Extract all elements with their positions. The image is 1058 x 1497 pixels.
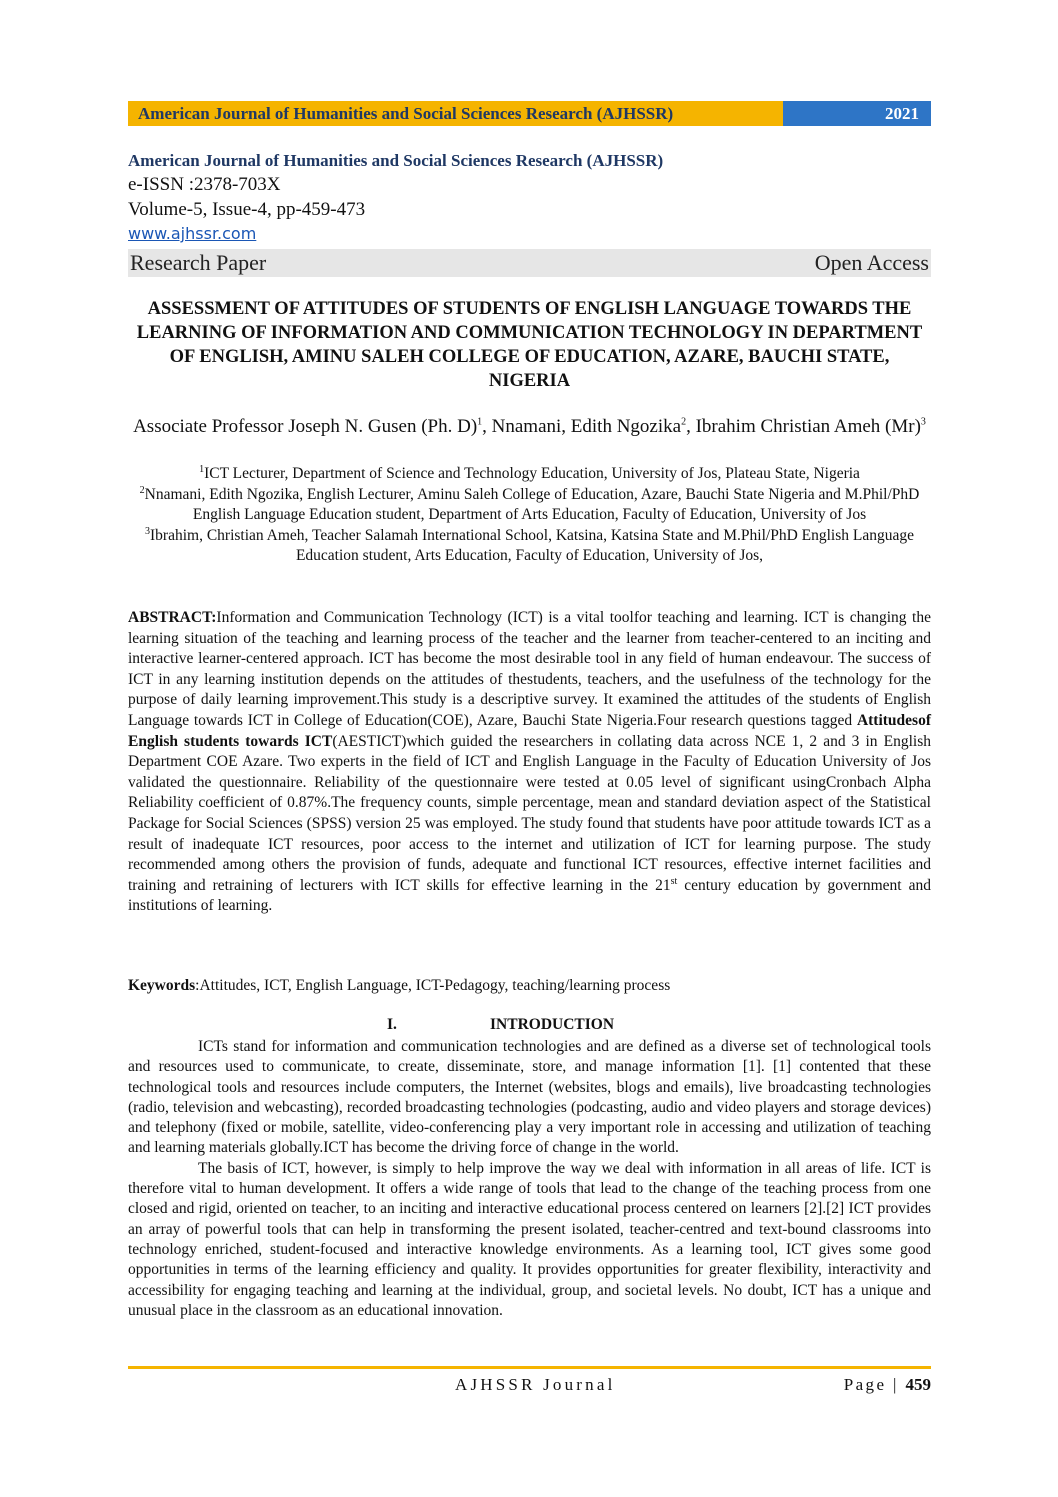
journal-issn: e-ISSN :2378-703X <box>128 174 281 195</box>
journal-volume: Volume-5, Issue-4, pp-459-473 <box>128 199 366 220</box>
author-separator: , <box>482 416 492 437</box>
journal-title: American Journal of Humanities and Social Sciences Research (AJHSSR) <box>128 151 664 170</box>
author-sup: 2 <box>681 416 687 428</box>
affiliation <box>128 526 931 567</box>
abstract-text-1: Information and Communication Technology (ICT) is a vital toolfor teaching and learning. ICT is changing the learning situation of the teaching and learning process of the teacher and the learner from teacher-centered to an inciting and interactive learner-centered approach. ICT has become the most desirable tool in any field of human endeavour. The success of ICT in any learning institution depends on the attitudes of thestudents, teachers, and the usefulness of the technology for the purpose of daily learning improvement.This study is a descriptive survey. It examined the attitudes of the students of English Language towards ICT in College of Education(COE), Azare, Bauchi State Nigeria.Four research questions tagged <box>128 609 931 729</box>
section-number: I. <box>387 1016 397 1033</box>
author-sup: 1 <box>477 416 483 428</box>
running-header-journal: American Journal of Humanities and Social Sciences Research (AJHSSR) <box>128 101 783 126</box>
introduction-body <box>128 1037 931 1321</box>
paper-type: Research Paper <box>130 250 267 275</box>
keywords <box>128 976 931 996</box>
abstract-sup: st <box>670 875 678 887</box>
paper-type-bar <box>128 249 931 277</box>
footer-page <box>844 1375 931 1395</box>
access-type: Open Access <box>814 250 929 275</box>
footer-journal: AJHSSR Journal <box>455 1375 616 1394</box>
abstract-text-3: century education by government and institutions of learning. <box>128 876 931 915</box>
affiliation-sup: 3 <box>145 525 150 537</box>
affiliation-list <box>128 464 931 567</box>
abstract-bold-term: Attitudesof English students towards ICT <box>128 711 931 750</box>
running-header <box>128 101 931 126</box>
affiliation-text: Nnamani, Edith Ngozika, English Lecturer, Aminu Saleh College of Education, Azare, Bauchi State Nigeria and M.Phil/PhD English Language Education student, Department of Arts Education, Faculty of Education, University of Jos <box>144 485 920 524</box>
footer-page-number: 459 <box>905 1375 931 1394</box>
abstract-label: ABSTRACT: <box>128 609 217 626</box>
affiliation <box>128 464 931 485</box>
author-name: Ibrahim Christian Ameh (Mr) <box>695 416 921 437</box>
affiliation <box>128 485 931 526</box>
journal-url-link[interactable]: www.ajhssr.com <box>128 224 257 243</box>
intro-paragraph: ICTs stand for information and communication technologies and are defined as a diverse set of technological tools and resources used to communicate, to create, disseminate, store, and manage information [1]. [1] contented that these technological tools and resources include computers, the Internet (websites, blogs and emails), live broadcasting technologies (radio, television and webcasting), recorded broadcasting technologies (podcasting, audio and video players and storage devices) and telephony (fixed or mobile, satellite, video-conferencing play a very important role in accessing and utilization of teaching and learning materials globally.ICT has become the driving force of change in the world. <box>128 1038 931 1157</box>
author-list <box>128 415 931 439</box>
author-separator: , <box>686 416 696 437</box>
affiliation-text: Ibrahim, Christian Ameh, Teacher Salamah International School, Katsina, Katsina State and M.Phil/PhD English Language Education student, Arts Education, Faculty of Education, University of Jos, <box>150 526 914 565</box>
keywords-text: :Attitudes, ICT, English Language, ICT-Pedagogy, teaching/learning process <box>195 977 671 994</box>
footer-rule <box>128 1366 931 1369</box>
affiliation-sup: 2 <box>139 484 145 496</box>
article-title: ASSESSMENT OF ATTITUDES OF STUDENTS OF ENGLISH LANGUAGE TOWARDS THE LEARNING OF INFORMATION AND COMMUNICATION TECHNOLOGY IN DEPARTMENT OF ENGLISH, AMINU SALEH COLLEGE OF EDUCATION, AZARE, BAUCHI STATE, NIGERIA <box>136 299 923 391</box>
author-sup: 3 <box>920 416 926 428</box>
affiliation-sup: 1 <box>199 463 205 475</box>
abstract-text-2: (AESTICT)which guided the researchers in collating data across NCE 1, 2 and 3 in English Department COE Azare. Two experts in the field of ICT and English Language in the Faculty of Education University of Jos validated the questionnaire. Reliability of the questionnaire were tested at 0.05 level of significant usingCronbach Alpha Reliability coefficient of 0.87%.The frequency counts, simple percentage, mean and standard deviation aspect of the Statistical Package for Social Sciences (SPSS) version 25 was employed. The study found that students have poor attitude towards ICT as a result of inadequate ICT resources, poor access to the internet and utilization of ICT for learning purpose. The study recommended among others the provision of funds, adequate and functional ICT resources, effective internet facilities and training and retraining of lecturers with ICT skills for effective learning in the 21 <box>128 732 931 894</box>
section-title: INTRODUCTION <box>490 1016 615 1033</box>
author-name: Associate Professor Joseph N. Gusen (Ph. D) <box>133 416 478 437</box>
author-name: Nnamani, Edith Ngozika <box>491 416 682 437</box>
affiliation-text: ICT Lecturer, Department of Science and Technology Education, University of Jos, Plateau State, Nigeria <box>204 465 860 482</box>
keywords-label: Keywords <box>128 977 196 994</box>
running-header-year: 2021 <box>783 101 931 126</box>
intro-paragraph: The basis of ICT, however, is simply to help improve the way we deal with information in all areas of life. ICT is therefore vital to human development. It offers a wide range of tools that lead to the change of the teaching process from one closed and rigid, oriented on teacher, to an inciting and interactive educational process centered on learners [2].[2] ICT provides an array of powerful tools that can help in transforming the present isolated, teacher-centred and text-bound classrooms into technology enriched, student-focused and interactive knowledge environments. As a learning tool, ICT gives some good opportunities in terms of the learning efficiency and quality. It provides opportunities for greater flexibility, interactivity and accessibility for engaging teaching and learning at the individual, group, and societal levels. No doubt, ICT has a unique and unusual place in the classroom as an educational innovation. <box>128 1159 931 1319</box>
footer-page-label: Page | <box>843 1375 906 1394</box>
abstract <box>128 608 931 917</box>
